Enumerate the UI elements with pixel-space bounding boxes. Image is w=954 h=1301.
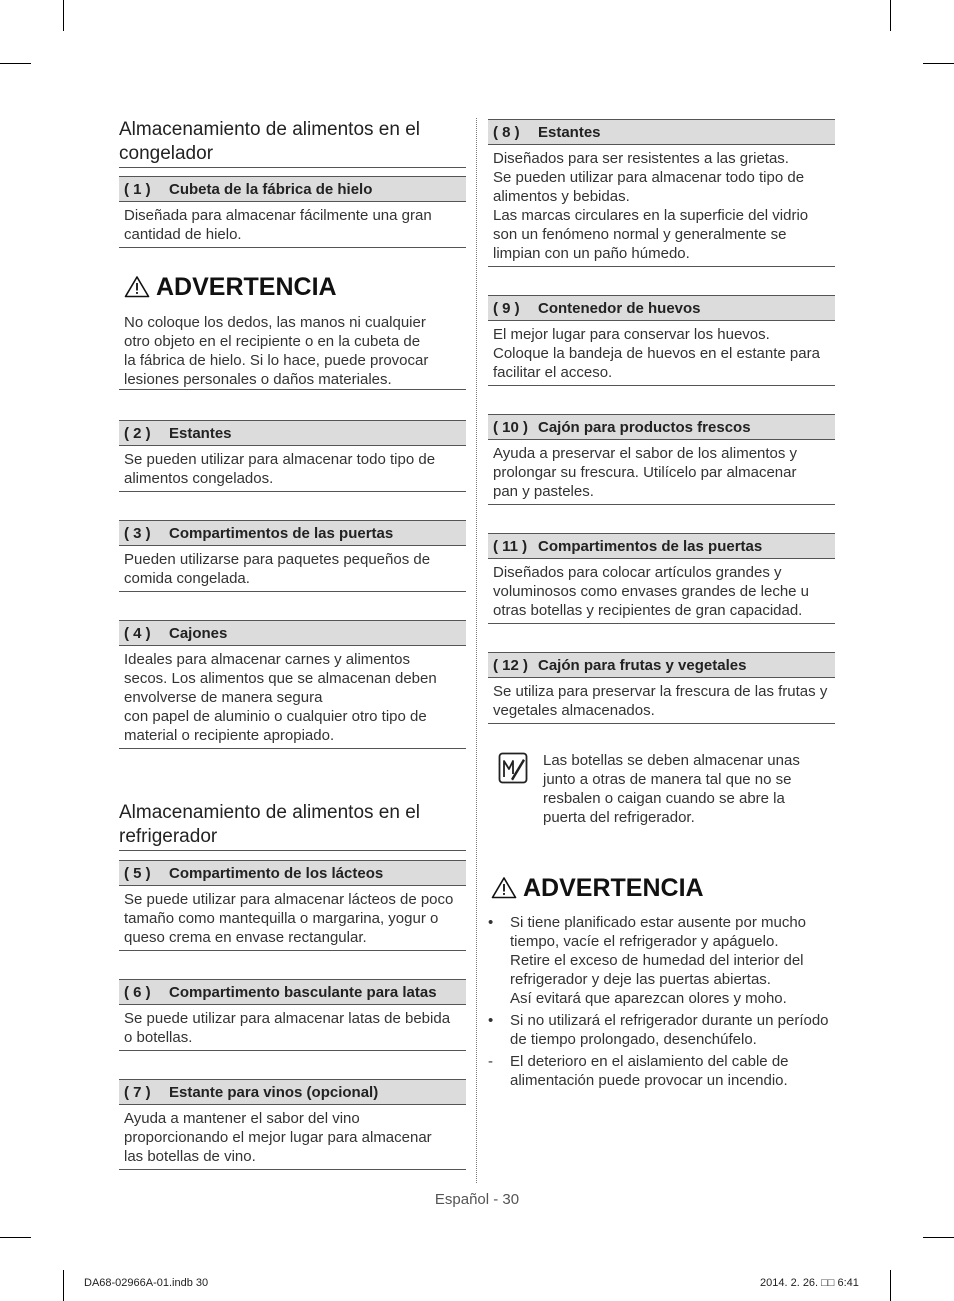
item-number: ( 2 ): [124, 425, 151, 442]
crop-mark: [923, 1237, 954, 1238]
bullet-mark: •: [488, 914, 494, 931]
item-6: [119, 979, 466, 1051]
item-title: Cajón para productos frescos: [538, 419, 751, 436]
bullet-text: Si no utilizará el refrigerador durante un período de tiempo prolongado, desenchúfelo.: [510, 1012, 829, 1048]
note-text: Las botellas se deben almacenar unas junto a otras de manera tal que no se resbalen o caigan cuando se abre la puerta del refrigerador.: [543, 752, 800, 826]
item-title: Cubeta de la fábrica de hielo: [169, 181, 373, 198]
item-9: [488, 295, 835, 386]
item-8: [488, 119, 835, 267]
item-4: [119, 620, 466, 749]
item-header: [119, 420, 466, 446]
item-title: Compartimentos de las puertas: [169, 525, 394, 542]
item-11: [488, 533, 835, 624]
note-icon: [498, 752, 528, 784]
item-description: Ayuda a preservar el sabor de los alimentos y prolongar su frescura. Utilícelo par almacenar pan y pasteles.: [493, 445, 798, 500]
item-header: [488, 652, 835, 678]
item-header: [119, 979, 466, 1005]
freezer-section-title: Almacenamiento de alimentos en el congelador: [119, 118, 466, 168]
crop-mark: [0, 1237, 31, 1238]
page-number: Español - 30: [434, 1191, 520, 1208]
warning-bullet: [488, 913, 835, 1013]
item-number: ( 7 ): [124, 1084, 151, 1101]
item-number: ( 1 ): [124, 181, 151, 198]
item-7: [119, 1079, 466, 1170]
warning-title-text: ADVERTENCIA: [523, 874, 704, 902]
warning-text: No coloque los dedos, las manos ni cualquier otro objeto en el recipiente o en la cubeta de la fábrica de hielo. Si lo hace, puede provocar lesiones personales o daños materiales.: [124, 314, 429, 388]
item-header: [488, 295, 835, 321]
item-title: Estantes: [538, 124, 601, 141]
item-title: Cajón para frutas y vegetales: [538, 657, 747, 674]
item-1: [119, 176, 466, 248]
print-date-info: 2014. 2. 26. □□ 6:41: [760, 1277, 859, 1289]
item-header: [488, 533, 835, 559]
item-header: [119, 860, 466, 886]
item-3: [119, 520, 466, 592]
item-description: Se puede utilizar para almacenar latas de bebida o botellas.: [124, 1010, 451, 1046]
item-number: ( 12 ): [493, 657, 529, 674]
fridge-section-title: Almacenamiento de alimentos en el refrigerador: [119, 801, 466, 851]
item-number: ( 3 ): [124, 525, 151, 542]
item-description: El mejor lugar para conservar los huevos. Coloque la bandeja de huevos en el estante para facilitar el acceso.: [493, 326, 820, 381]
item-description: Pueden utilizarse para paquetes pequeños de comida congelada.: [124, 551, 431, 587]
item-description: Se pueden utilizar para almacenar todo tipo de alimentos congelados.: [124, 451, 436, 487]
bullet-mark: •: [488, 1012, 494, 1029]
item-header: [119, 1079, 466, 1105]
item-header: [119, 176, 466, 202]
item-title: Contenedor de huevos: [538, 300, 701, 317]
item-description: Se puede utilizar para almacenar lácteos de poco tamaño como mantequilla o margarina, yogur o queso crema en envase rectangular.: [124, 891, 454, 946]
crop-mark: [923, 63, 954, 64]
item-header: [119, 620, 466, 646]
item-title: Compartimentos de las puertas: [538, 538, 763, 555]
item-number: ( 8 ): [493, 124, 520, 141]
item-number: ( 5 ): [124, 865, 151, 882]
crop-mark: [0, 63, 31, 64]
item-description: Diseñados para ser resistentes a las grietas. Se pueden utilizar para almacenar todo tipo de alimentos y bebidas. Las marcas circulares en la superficie del vidrio son un fenómeno normal y generalmente se limpian con un paño húmedo.: [493, 150, 809, 262]
print-file-info: DA68-02966A-01.indb 30: [84, 1277, 209, 1289]
crop-mark: [890, 1270, 891, 1301]
item-number: ( 10 ): [493, 419, 529, 436]
item-header: [488, 414, 835, 440]
item-title: Estante para vinos (opcional): [169, 1084, 379, 1101]
item-description: Diseñados para colocar artículos grandes y voluminosos como envases grandes de leche u otras botellas y recipientes de gran capacidad.: [493, 564, 810, 619]
item-description: Ideales para almacenar carnes y alimentos secos. Los alimentos que se almacenan deben envolverse de manera segura con papel de aluminio o cualquier otro tipo de material o recipiente apropiado.: [124, 651, 437, 744]
crop-mark: [63, 0, 64, 31]
warning-bullet: [488, 1011, 835, 1051]
item-number: ( 4 ): [124, 625, 151, 642]
column-divider: [476, 118, 477, 1183]
item-2: [119, 420, 466, 492]
item-header: [119, 520, 466, 546]
item-title: Cajones: [169, 625, 228, 642]
crop-mark: [890, 0, 891, 31]
item-10: [488, 414, 835, 505]
warning-bullet: [488, 1052, 835, 1092]
item-number: ( 9 ): [493, 300, 520, 317]
item-header: [488, 119, 835, 145]
item-5: [119, 860, 466, 951]
bullet-mark: -: [488, 1053, 493, 1070]
item-title: Compartimento basculante para latas: [169, 984, 437, 1001]
item-12: [488, 652, 835, 724]
bullet-text: El deterioro en el aislamiento del cable de alimentación puede provocar un incendio.: [510, 1053, 789, 1089]
item-title: Compartimento de los lácteos: [169, 865, 384, 882]
warning-rule: [119, 389, 466, 390]
bullet-text: Si tiene planificado estar ausente por mucho tiempo, vacíe el refrigerador y apáguelo. Retire el exceso de humedad del interior del refrigerador y deje las puertas abiertas. Así evitará que aparezcan olores y moho.: [510, 914, 807, 1007]
item-description: Ayuda a mantener el sabor del vino proporcionando el mejor lugar para almacenar las botellas de vino.: [124, 1110, 432, 1165]
warning-title: [124, 272, 337, 302]
item-title: Estantes: [169, 425, 232, 442]
item-number: ( 6 ): [124, 984, 151, 1001]
crop-mark: [63, 1270, 64, 1301]
item-description: Diseñada para almacenar fácilmente una gran cantidad de hielo.: [124, 207, 432, 243]
warning-icon: [491, 876, 517, 899]
item-number: ( 11 ): [493, 538, 528, 555]
warning-title-text: ADVERTENCIA: [156, 273, 337, 301]
warning-title: [491, 873, 704, 903]
item-description: Se utiliza para preservar la frescura de las frutas y vegetales almacenados.: [493, 683, 828, 719]
warning-icon: [124, 275, 150, 298]
